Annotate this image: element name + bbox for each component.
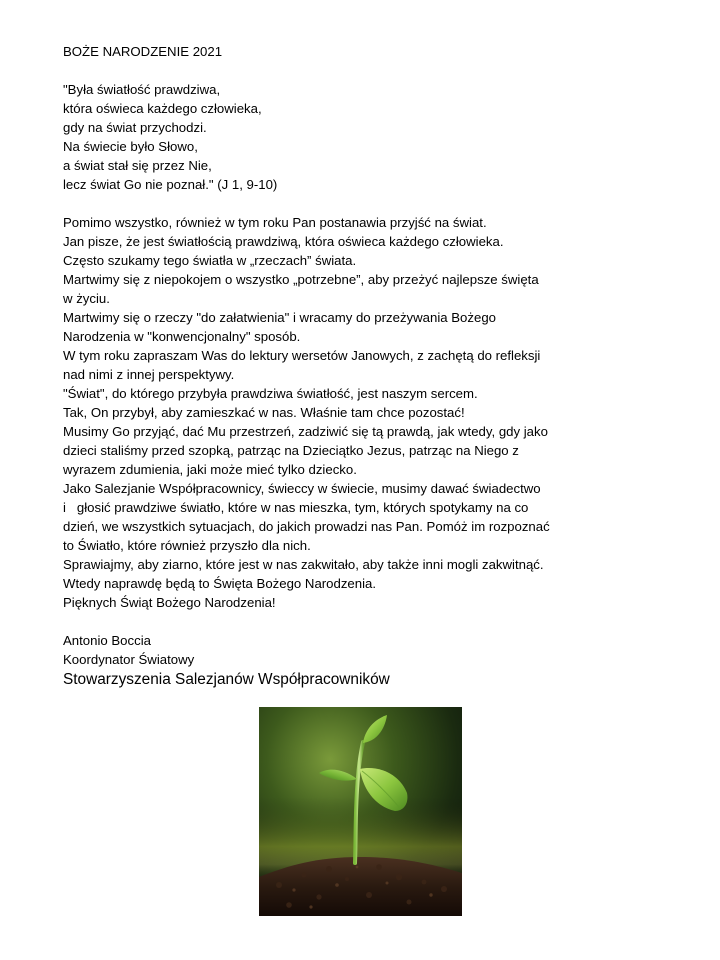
body-line: dzień, we wszystkich sytuacjach, do jakich prowadzi nas Pan. Pomóż im rozpoznać	[63, 519, 550, 534]
signature-name: Antonio Boccia	[63, 633, 151, 648]
body-line: Musimy Go przyjąć, dać Mu przestrzeń, zadziwić się tą prawdą, jak wtedy, gdy jako	[63, 424, 548, 439]
quote-line: a świat stał się przez Nie,	[63, 158, 212, 173]
body-line: Martwimy się z niepokojem o wszystko „potrzebne”, aby przeżyć najlepsze święta	[63, 272, 539, 287]
body-line: Tak, On przybył, aby zamieszkać w nas. Właśnie tam chce pozostać!	[63, 405, 465, 420]
quote-line: która oświeca każdego człowieka,	[63, 101, 262, 116]
spacer	[63, 194, 663, 213]
body-line: w życiu.	[63, 291, 110, 306]
body-line: Jan pisze, że jest światłością prawdziwą, która oświeca każdego człowieka.	[63, 234, 504, 249]
body-line: Często szukamy tego światła w „rzeczach” świata.	[63, 253, 357, 268]
quote-line: Na świecie było Słowo,	[63, 139, 198, 154]
body-line: "Świat", do którego przybyła prawdziwa światłość, jest naszym sercem.	[63, 386, 478, 401]
signature	[63, 631, 663, 690]
sprout-photo	[259, 707, 462, 916]
body-line: Pomimo wszystko, również w tym roku Pan postanawia przyjść na świat.	[63, 215, 487, 230]
scripture-quote	[63, 80, 663, 194]
body-line: nad nimi z innej perspektywy.	[63, 367, 235, 382]
body-line: wyrazem zdumienia, jaki może mieć tylko dziecko.	[63, 462, 357, 477]
quote-line: "Była światłość prawdziwa,	[63, 82, 221, 97]
letter-body	[63, 213, 663, 612]
body-line: dzieci staliśmy przed szopką, patrząc na Dzieciątko Jezus, patrząc na Niego z	[63, 443, 519, 458]
page-title: BOŻE NARODZENIE 2021	[63, 44, 223, 59]
signature-role: Koordynator Światowy	[63, 652, 195, 667]
letter	[63, 42, 663, 690]
body-line: to Światło, które również przyszło dla nich.	[63, 538, 311, 553]
quote-line: gdy na świat przychodzi.	[63, 120, 207, 135]
body-line: Jako Salezjanie Współpracownicy, świeccy w świecie, musimy dawać świadectwo	[63, 481, 541, 496]
signature-organization: Stowarzyszenia Salezjanów Współpracowników	[63, 671, 390, 688]
spacer	[63, 612, 663, 631]
body-line: Martwimy się o rzeczy "do załatwienia" i wracamy do przeżywania Bożego	[63, 310, 496, 325]
body-line: Sprawiajmy, aby ziarno, które jest w nas zakwitało, aby także inni mogli zakwitnąć.	[63, 557, 544, 572]
body-line: Wtedy naprawdę będą to Święta Bożego Narodzenia.	[63, 576, 377, 591]
body-line: Pięknych Świąt Bożego Narodzenia!	[63, 595, 276, 610]
quote-line: lecz świat Go nie poznał." (J 1, 9-10)	[63, 177, 278, 192]
body-line: Narodzenia w "konwencjonalny" sposób.	[63, 329, 301, 344]
body-line: W tym roku zapraszam Was do lektury wersetów Janowych, z zachętą do refleksji	[63, 348, 541, 363]
body-line: i głosić prawdziwe światło, które w nas mieszka, tym, których spotykamy na co	[63, 500, 529, 515]
